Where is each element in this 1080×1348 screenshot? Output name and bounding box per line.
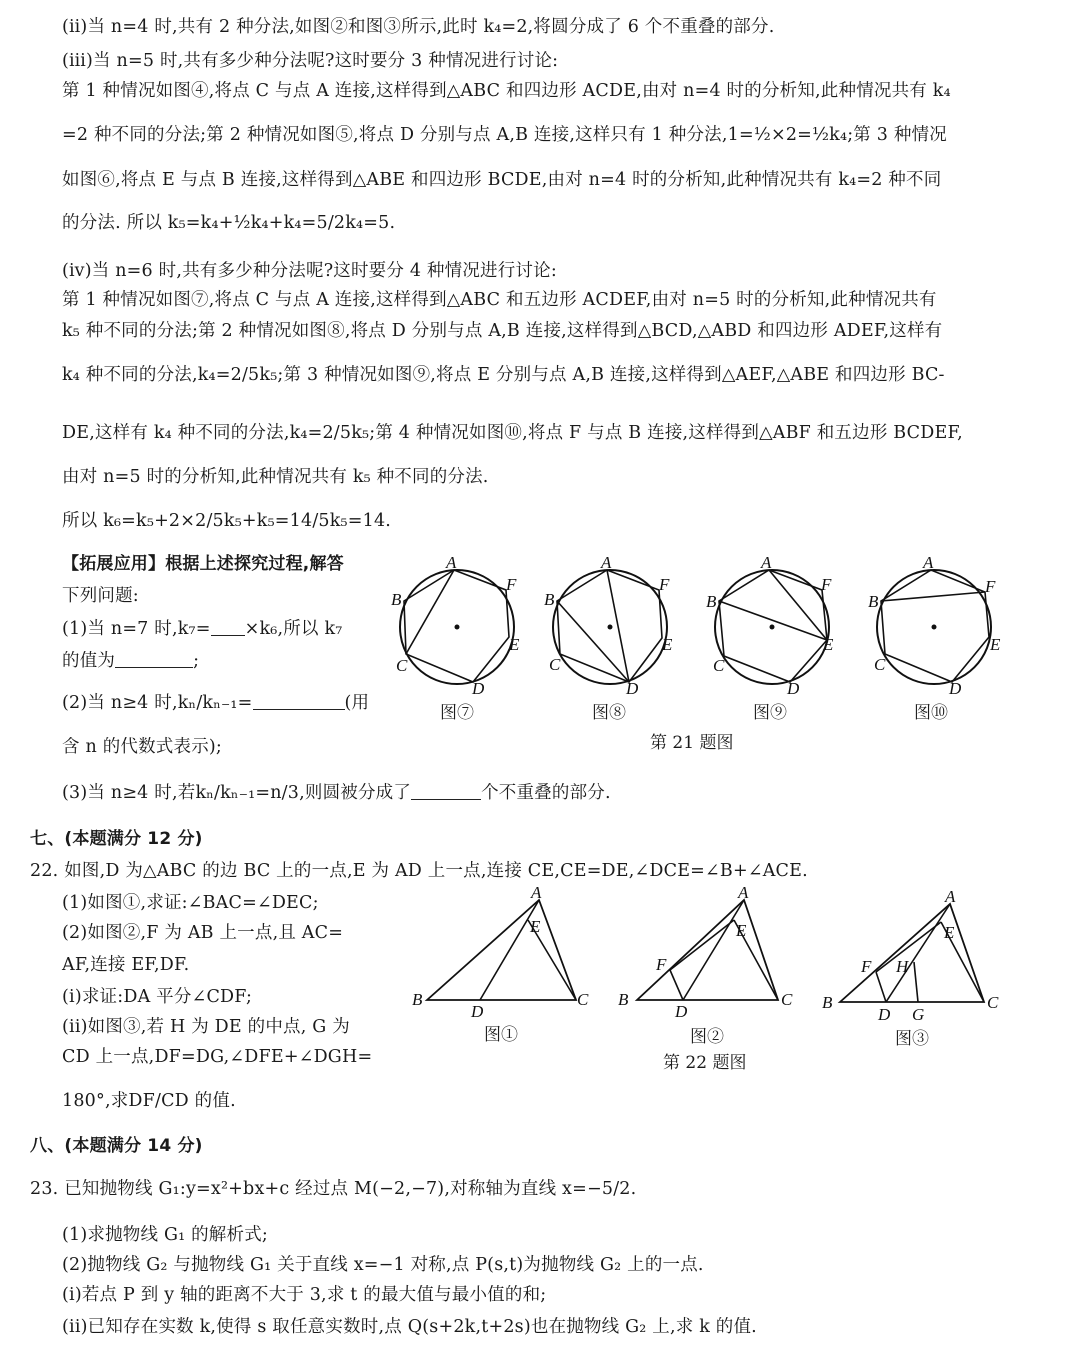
- fig9-label-c: C: [713, 656, 725, 675]
- fig22-3-label-f: F: [861, 957, 872, 976]
- section-7-heading: 七、(本题满分 12 分): [30, 829, 203, 849]
- fig22-2-label-b: B: [618, 990, 629, 1009]
- fig8-label-b: B: [544, 590, 555, 609]
- expand-q2-text-b: (用: [344, 693, 370, 713]
- q21-line-8: 第 1 种情况如图⑦,将点 C 与点 A 连接,这样得到△ABC 和五边形 ACDEF,由对 n=5 时的分析知,此种情况共有: [62, 290, 937, 310]
- q21-line-2: (ⅲ)当 n=5 时,共有多少种分法呢?这时要分 3 种情况进行讨论:: [62, 51, 559, 71]
- q22-line-3: (2)如图②,F 为 AB 上一点,且 AC=: [62, 923, 344, 943]
- expand-q1: [62, 616, 342, 642]
- expand-q1-text-a: (1)当 n=7 时,k₇=: [62, 619, 211, 639]
- q21-line-10: k₄ 种不同的分法,k₄=2/5k₅;第 3 种情况如图⑨,将点 E 分别与点 A,B 连接,这样得到△AEF,△ABE 和四边形 BC-: [62, 365, 945, 385]
- q23-line-1: 23. 已知抛物线 G₁:y=x²+bx+c 经过点 M(−2,−7),对称轴为直线 x=−5/2.: [30, 1179, 637, 1199]
- q23-line-4: (i)若点 P 到 y 轴的距离不大于 3,求 t 的最大值与最小值的和;: [62, 1285, 547, 1305]
- answer-blank-k7-factor[interactable]: [211, 617, 245, 636]
- q21-line-1: (ⅱ)当 n=4 时,共有 2 种分法,如图②和图③所示,此时 k₄=2,将圆分成了 6 个不重叠的部分.: [62, 17, 775, 37]
- answer-blank-parts[interactable]: [411, 781, 481, 800]
- expand-q1-text-c: 的值为: [62, 651, 116, 671]
- expand-q3: [62, 780, 611, 806]
- fig22-1-label-c: C: [577, 990, 589, 1009]
- fig9-label-a: A: [761, 553, 772, 572]
- figure-10: [868, 553, 1001, 698]
- fig21-title: 第 21 题图: [650, 733, 734, 753]
- fig7-label-d: D: [472, 679, 485, 698]
- figure-8: [544, 553, 673, 698]
- fig10-label-f: F: [985, 577, 996, 596]
- fig9-label-b: B: [706, 592, 717, 611]
- answer-blank-ratio[interactable]: [253, 691, 345, 710]
- q21-line-3: 第 1 种情况如图④,将点 C 与点 A 连接,这样得到△ABC 和四边形 ACDE,由对 n=4 时的分析知,此种情况共有 k₄: [62, 81, 951, 101]
- fig8-label-f: F: [659, 575, 670, 594]
- fig22-3-label-g: G: [912, 1005, 925, 1024]
- fig22-3-label-b: B: [822, 993, 833, 1012]
- q22-line-2: (1)如图①,求证:∠BAC=∠DEC;: [62, 893, 319, 913]
- section-8-heading: 八、(本题满分 14 分): [30, 1136, 203, 1156]
- q23-line-5: (ii)已知存在实数 k,使得 s 取任意实数时,点 Q(s+2k,t+2s)也在抛物线 G₂ 上,求 k 的值.: [62, 1317, 757, 1337]
- answer-blank-k7-value[interactable]: [115, 649, 193, 668]
- expand-q1-cont: [62, 648, 199, 674]
- fig22-1-label-a: A: [531, 886, 542, 902]
- q21-line-7: (ⅳ)当 n=6 时,共有多少种分法呢?这时要分 4 种情况进行讨论:: [62, 261, 557, 281]
- fig22-2-label-f: F: [656, 955, 667, 974]
- q22-line-5: (i)求证:DA 平分∠CDF;: [62, 987, 253, 1007]
- caption-fig10: 图⑩: [914, 703, 948, 723]
- expand-q2-text-a: (2)当 n≥4 时,kₙ/kₙ₋₁=: [62, 693, 253, 713]
- expand-q3-text-a: (3)当 n≥4 时,若kₙ/kₙ₋₁=n/3,则圆被分成了: [62, 783, 412, 803]
- fig8-label-e: E: [662, 635, 673, 654]
- figure-22-2: [618, 886, 793, 1021]
- figure-7: [391, 553, 520, 698]
- figure-22-1: [412, 886, 589, 1021]
- fig10-label-b: B: [868, 592, 879, 611]
- fig7-label-c: C: [396, 656, 408, 675]
- fig10-label-d: D: [949, 679, 962, 698]
- q21-line-13: 所以 k₆=k₅+2×2/5k₅+k₅=14/5k₅=14.: [62, 511, 392, 531]
- caption-fig9: 图⑨: [753, 703, 787, 723]
- fig22-1-label-d: D: [471, 1002, 484, 1021]
- fig22-3-label-d: D: [878, 1005, 891, 1024]
- figure-22-3: [822, 887, 999, 1024]
- fig22-2-label-d: D: [675, 1002, 688, 1021]
- q22-line-4: AF,连接 EF,DF.: [62, 955, 190, 975]
- q21-line-11: DE,这样有 k₄ 种不同的分法,k₄=2/5k₅;第 4 种情况如图⑩,将点 F 与点 B 连接,这样得到△ABF 和五边形 BCDEF,: [62, 423, 963, 443]
- fig7-label-e: E: [509, 635, 520, 654]
- fig22-1-label-e: E: [530, 917, 541, 936]
- q21-figures: [380, 552, 1040, 722]
- expand-q2: [62, 690, 369, 716]
- q22-figures: [400, 886, 1030, 1026]
- expand-heading: 【拓展应用】根据上述探究过程,解答: [62, 554, 344, 574]
- q22-line-1: 22. 如图,D 为△ABC 的边 BC 上的一点,E 为 AD 上一点,连接 CE,CE=DE,∠DCE=∠B+∠ACE.: [30, 861, 808, 881]
- expand-q3-text-b: 个不重叠的部分.: [481, 783, 611, 803]
- fig22-2-label-c: C: [781, 990, 793, 1009]
- fig22-2-label-a: A: [738, 886, 749, 902]
- q21-line-12: 由对 n=5 时的分析知,此种情况共有 k₅ 种不同的分法.: [62, 467, 489, 487]
- q22-line-7: CD 上一点,DF=DG,∠DFE+∠DGH=: [62, 1047, 373, 1067]
- fig7-label-f: F: [506, 575, 517, 594]
- fig22-2-label-e: E: [736, 921, 747, 940]
- fig22-1-label-b: B: [412, 990, 423, 1009]
- q21-line-4: =2 种不同的分法;第 2 种情况如图⑤,将点 D 分别与点 A,B 连接,这样只有 1 种分法,1=½×2=½k₄;第 3 种情况: [62, 125, 947, 145]
- fig22-3-label-a: A: [945, 887, 956, 906]
- fig22-3-label-e: E: [944, 923, 955, 942]
- q21-line-6: 的分法. 所以 k₅=k₄+½k₄+k₄=5/2k₄=5.: [62, 213, 396, 233]
- q21-line-5: 如图⑥,将点 E 与点 B 连接,这样得到△ABE 和四边形 BCDE,由对 n=4 时的分析知,此种情况共有 k₄=2 种不同: [62, 170, 942, 190]
- fig22-title: 第 22 题图: [663, 1053, 747, 1073]
- fig10-label-a: A: [923, 553, 934, 572]
- fig7-label-a: A: [446, 553, 457, 572]
- expand-line-2: 下列问题:: [62, 586, 139, 606]
- fig22-3-label-h: H: [896, 957, 909, 976]
- q22-line-8: 180°,求DF/CD 的值.: [62, 1091, 236, 1111]
- fig9-label-e: E: [823, 635, 834, 654]
- fig9-label-f: F: [821, 575, 832, 594]
- expand-q1-text-d: ;: [193, 651, 200, 671]
- caption-fig22-2: 图②: [690, 1027, 724, 1047]
- q23-line-3: (2)抛物线 G₂ 与抛物线 G₁ 关于直线 x=−1 对称,点 P(s,t)为抛物线 G₂ 上的一点.: [62, 1255, 704, 1275]
- fig7-label-b: B: [391, 590, 402, 609]
- expand-q2-cont: 含 n 的代数式表示);: [62, 737, 223, 757]
- q23-line-2: (1)求抛物线 G₁ 的解析式;: [62, 1225, 269, 1245]
- caption-fig8: 图⑧: [592, 703, 626, 723]
- q22-line-6: (ii)如图③,若 H 为 DE 的中点, G 为: [62, 1017, 350, 1037]
- q21-line-9: k₅ 种不同的分法;第 2 种情况如图⑧,将点 D 分别与点 A,B 连接,这样得到△BCD,△ABD 和四边形 ADEF,这样有: [62, 321, 943, 341]
- fig9-label-d: D: [787, 679, 800, 698]
- caption-fig22-1: 图①: [484, 1025, 518, 1045]
- fig8-label-c: C: [549, 655, 561, 674]
- fig8-label-d: D: [626, 679, 639, 698]
- caption-fig7: 图⑦: [440, 703, 474, 723]
- fig10-label-e: E: [990, 635, 1001, 654]
- figure-9: [706, 553, 834, 698]
- fig10-label-c: C: [874, 655, 886, 674]
- fig8-label-a: A: [601, 553, 612, 572]
- caption-fig22-3: 图③: [895, 1029, 929, 1049]
- fig22-3-label-c: C: [987, 993, 999, 1012]
- expand-q1-text-b: ×k₆,所以 k₇: [244, 619, 343, 639]
